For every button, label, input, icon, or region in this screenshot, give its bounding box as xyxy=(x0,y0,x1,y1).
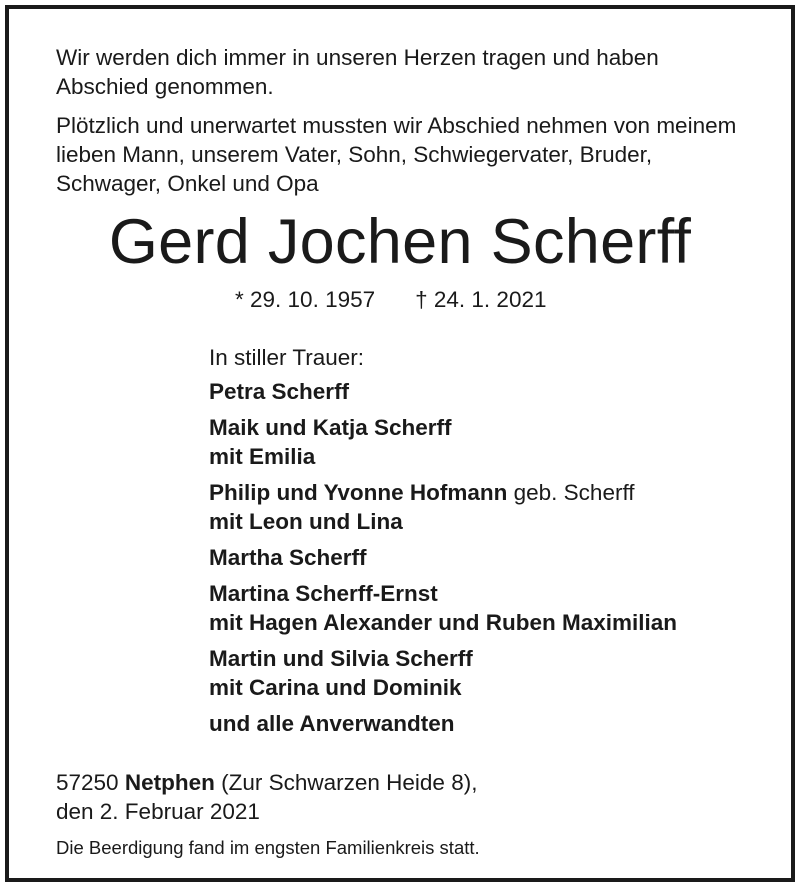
intro-text xyxy=(56,43,756,198)
mourner-children: mit Carina und Dominik xyxy=(209,675,462,700)
mourner-children: mit Hagen Alexander und Ruben Maximilian xyxy=(209,610,677,635)
mourner-entry xyxy=(209,709,779,738)
mourner-children: mit Leon und Lina xyxy=(209,509,403,534)
mourner-entry xyxy=(209,413,779,471)
mourner-name: Petra Scherff xyxy=(209,379,350,404)
address-line xyxy=(56,768,756,797)
address-street: (Zur Schwarzen Heide 8), xyxy=(221,770,478,795)
birth-date: * 29. 10. 1957 xyxy=(235,287,376,312)
mourner-entry xyxy=(209,377,779,406)
mourner-name: Philip und Yvonne Hofmann xyxy=(209,480,508,505)
address-city: Netphen xyxy=(124,770,215,795)
intro-line-1: Wir werden dich immer in unseren Herzen tragen und haben Abschied genommen. xyxy=(56,45,659,99)
mourner-name: Martina Scherff-Ernst xyxy=(209,581,438,606)
mourner-entry xyxy=(209,478,779,536)
deceased-name: Gerd Jochen Scherff xyxy=(108,207,692,277)
mourner-entry xyxy=(209,543,779,572)
mourner-entry xyxy=(209,644,779,702)
mourner-entry xyxy=(209,579,779,637)
mourner-name: Martin und Silvia Scherff xyxy=(209,646,473,671)
funeral-note: Die Beerdigung fand im engsten Familienkreis statt. xyxy=(56,837,480,858)
mourners-list xyxy=(209,343,779,745)
life-dates xyxy=(235,285,547,314)
mourner-name-line xyxy=(209,478,779,507)
mourning-label: In stiller Trauer: xyxy=(209,345,365,370)
mourner-name: Maik und Katja Scherff xyxy=(209,415,452,440)
death-date: † 24. 1. 2021 xyxy=(415,287,547,312)
address-block xyxy=(56,768,756,826)
obituary-frame xyxy=(5,5,795,882)
mourner-relatives: und alle Anverwandten xyxy=(209,711,455,736)
mourner-children: mit Emilia xyxy=(209,444,316,469)
mourner-name: Martha Scherff xyxy=(209,545,367,570)
mourner-maiden-name: geb. Scherff xyxy=(513,480,635,505)
address-zip: 57250 xyxy=(56,770,119,795)
address-date: den 2. Februar 2021 xyxy=(56,799,260,824)
intro-line-2: Plötzlich und unerwartet mussten wir Abschied nehmen von meinem lieben Mann, unserem Vater, Sohn, Schwiegervater, Bruder, Schwager, Onkel und Opa xyxy=(56,113,737,196)
